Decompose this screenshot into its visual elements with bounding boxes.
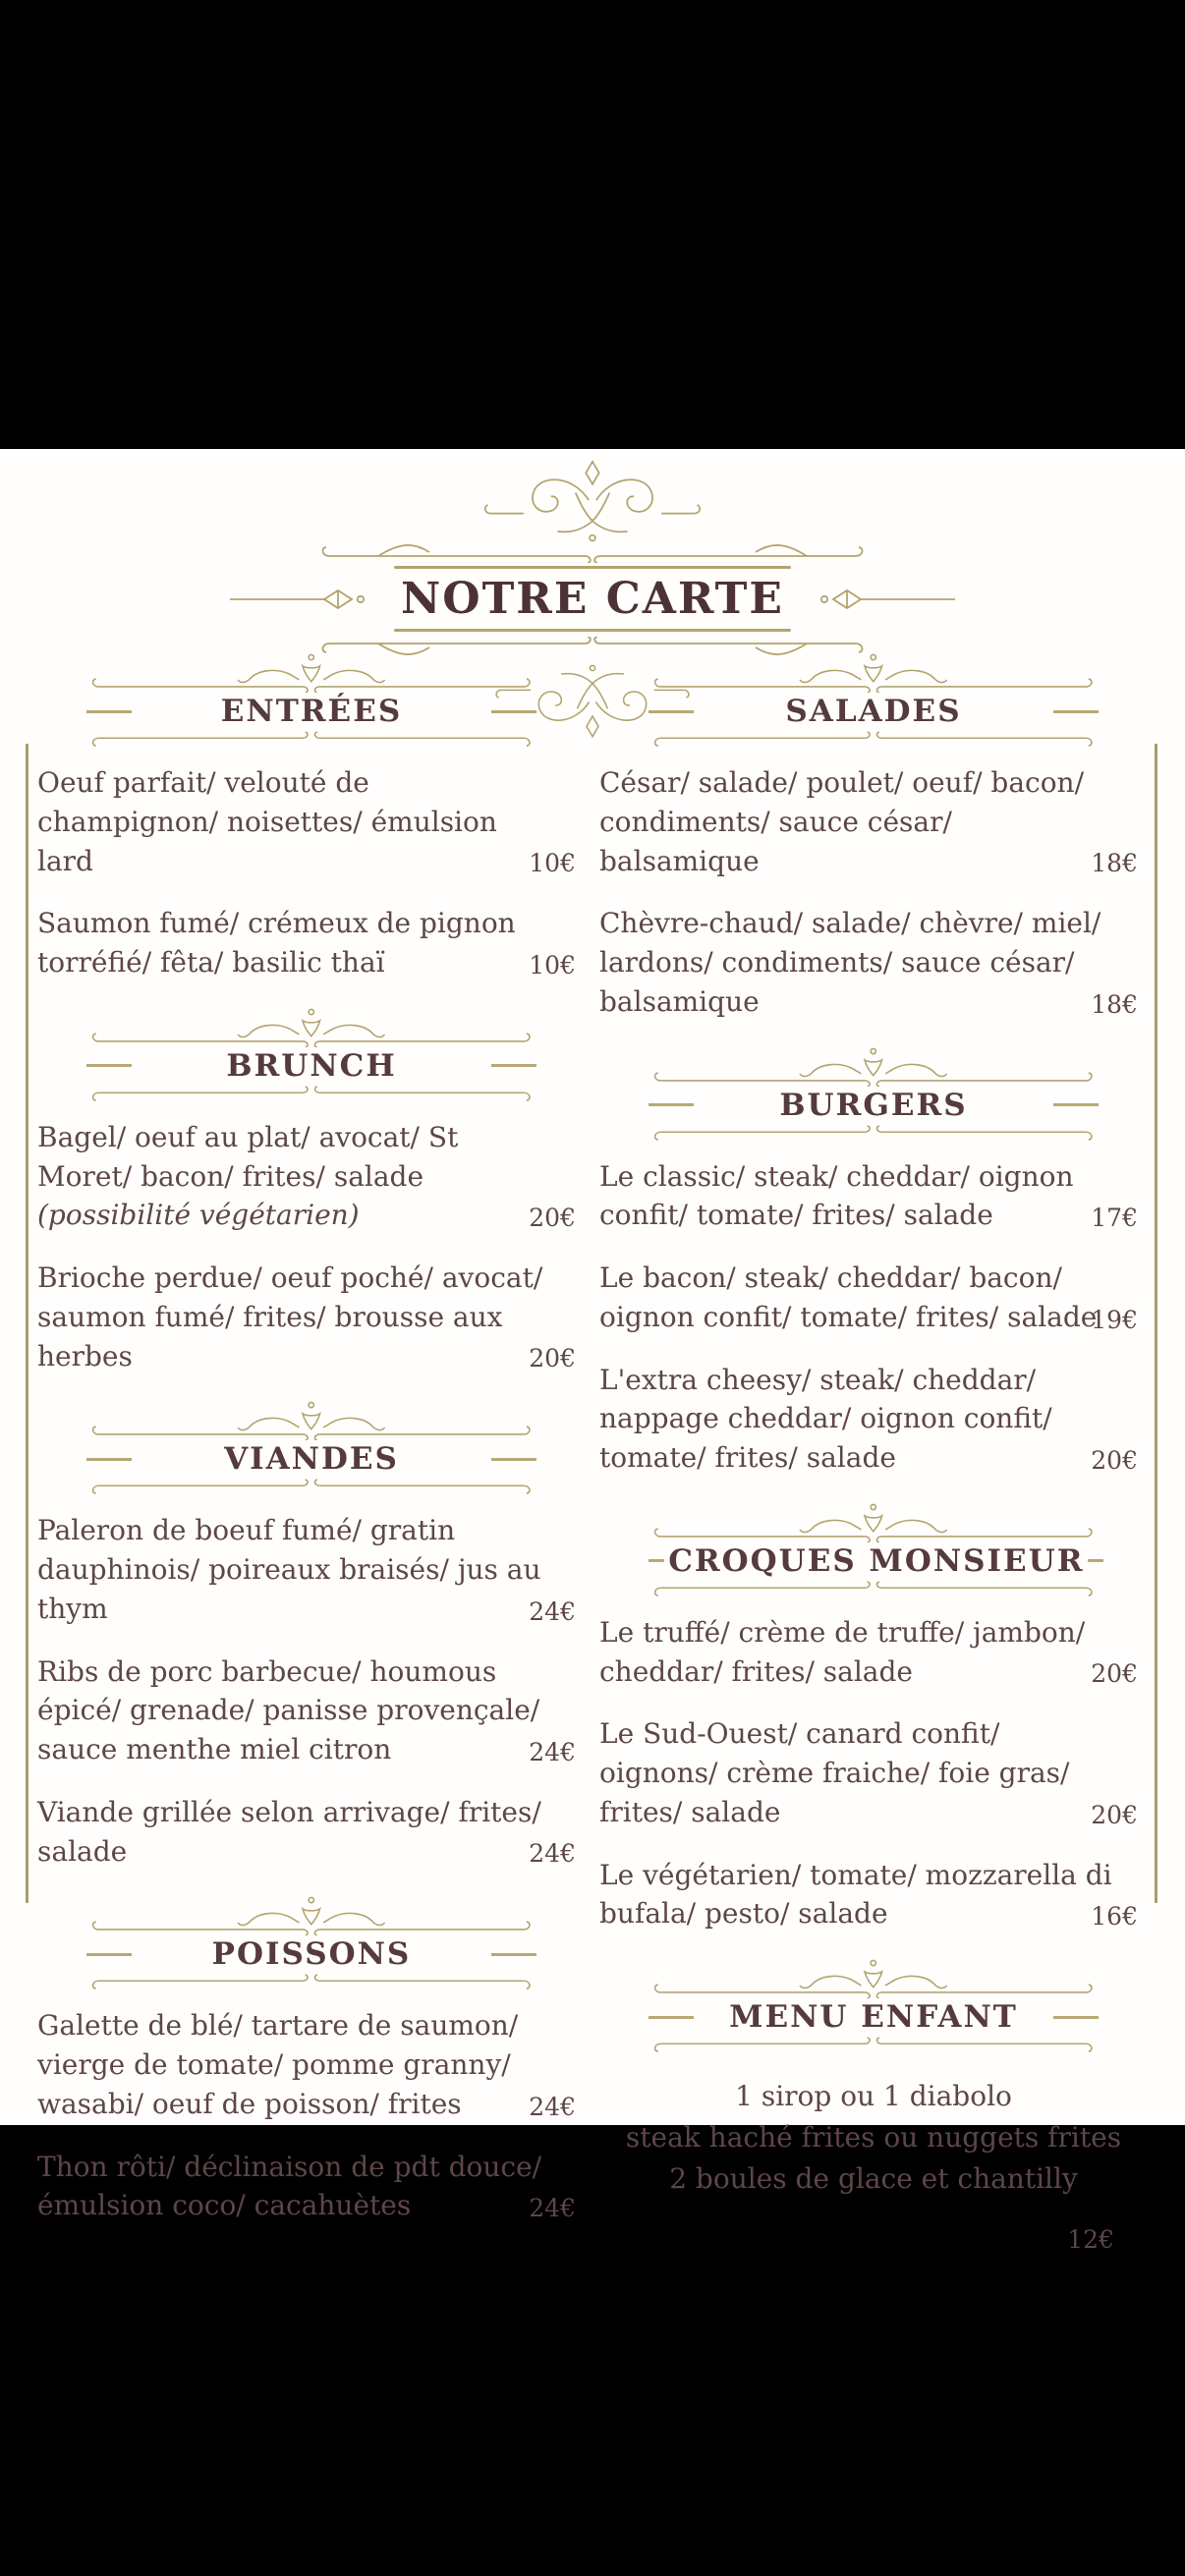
item-price: 20€	[529, 1344, 576, 1373]
item-description: Le végétarien/ tomate/ mozzarella di bufala/ pesto/ salade	[599, 1858, 1112, 1931]
section-title: BURGERS	[779, 1087, 968, 1123]
item-description: Viande grillée selon arrivage/ frites/ salade	[37, 1795, 541, 1868]
section-rule-icon	[649, 2037, 1099, 2054]
section-flourish-icon	[86, 1399, 536, 1440]
item-price: 19€	[1091, 1305, 1138, 1334]
section-brunch	[37, 1006, 586, 1376]
menu-item	[599, 904, 1148, 1021]
menu-item	[37, 1118, 586, 1235]
section-entrees	[37, 651, 586, 982]
item-price: 20€	[1091, 1445, 1138, 1475]
item-description: L'extra cheesy/ steak/ cheddar/ nappage cheddar/ oignon confit/ tomate/ frites/ salade	[599, 1363, 1052, 1474]
header-dash-icon	[86, 1953, 132, 1956]
section-rule-icon	[86, 1479, 536, 1496]
section-rule-icon	[86, 1086, 536, 1103]
section-rule-icon	[649, 731, 1099, 749]
menu-item	[599, 1613, 1148, 1692]
flourish-rule-top-icon	[317, 537, 868, 563]
item-price: 20€	[1091, 1800, 1138, 1829]
header-dash-icon	[491, 1458, 536, 1461]
item-price: 24€	[529, 1596, 576, 1626]
section-title: MENU ENFANT	[729, 1999, 1018, 2035]
item-price: 12€	[1067, 2225, 1114, 2254]
section-header	[86, 1894, 536, 1991]
item-description: Bagel/ oeuf au plat/ avocat/ St Moret/ bacon/ frites/ salade (possibilité végétarien)	[37, 1118, 586, 1235]
header-dash-icon	[86, 710, 132, 713]
title-rule-top	[394, 566, 791, 569]
item-price: 24€	[529, 2194, 576, 2222]
item-price: 10€	[529, 950, 576, 980]
item-note: (possibilité végétarien)	[37, 1199, 360, 1232]
menu-item	[599, 1157, 1148, 1236]
item-price: 24€	[529, 2092, 576, 2121]
section-header	[86, 1399, 536, 1496]
section-header	[86, 651, 536, 749]
item-price: 16€	[1091, 1902, 1138, 1931]
section-menu-enfant	[599, 1957, 1148, 2254]
menu-item	[599, 1361, 1148, 1478]
section-header	[649, 1045, 1099, 1143]
menu-item	[599, 1856, 1148, 1934]
set-menu-line: 2 boules de glace et chantilly	[669, 2162, 1078, 2195]
header-dash-icon	[1053, 1103, 1099, 1106]
section-flourish-icon	[86, 1006, 536, 1047]
item-description: Paleron de boeuf fumé/ gratin dauphinois/ poireaux braisés/ jus au thym	[37, 1514, 541, 1625]
section-title: SALADES	[785, 694, 962, 729]
menu-item	[37, 904, 586, 982]
header-dash-icon	[649, 1103, 694, 1106]
header-dash-icon	[649, 1559, 664, 1562]
set-menu-line: 1 sirop ou 1 diabolo	[735, 2080, 1012, 2112]
section-rule-icon	[649, 1125, 1099, 1143]
section-flourish-icon	[86, 651, 536, 693]
left-column	[37, 651, 586, 2260]
item-price: 20€	[1091, 1659, 1138, 1689]
set-menu-price-row	[599, 2225, 1148, 2254]
section-burgers	[599, 1045, 1148, 1478]
item-description: Oeuf parfait/ velouté de champignon/ noisettes/ émulsion lard	[37, 766, 497, 877]
title-rule-bottom	[394, 629, 791, 632]
section-viandes	[37, 1399, 586, 1871]
menu-item	[37, 763, 586, 880]
section-title: CROQUES MONSIEUR	[668, 1542, 1085, 1579]
header-dash-icon	[491, 710, 536, 713]
item-price: 10€	[529, 849, 576, 878]
header-dash-icon	[1053, 710, 1099, 713]
section-header	[649, 1501, 1099, 1598]
menu-item	[37, 2006, 586, 2123]
section-flourish-icon	[649, 651, 1099, 693]
menu-item	[599, 1714, 1148, 1831]
menu-item	[599, 763, 1148, 880]
page-title: NOTRE CARTE	[401, 574, 784, 624]
menu-columns	[0, 651, 1185, 2260]
header-dash-icon	[86, 1458, 132, 1461]
section-croques-monsieur	[599, 1501, 1148, 1933]
section-flourish-icon	[649, 1501, 1099, 1542]
section-flourish-icon	[649, 1045, 1099, 1087]
section-title: POISSONS	[211, 1936, 412, 1973]
item-description: Le truffé/ crème de truffe/ jambon/ cheddar/ frites/ salade	[599, 1615, 1086, 1688]
header-dash-icon	[86, 1064, 132, 1067]
section-title: ENTRÉES	[220, 694, 403, 729]
item-description: Thon rôti/ déclinaison de pdt douce/ émulsion coco/ cacahuètes	[37, 2150, 542, 2222]
menu-item	[37, 1793, 586, 1872]
header-dash-icon	[649, 710, 694, 713]
item-description: Le classic/ steak/ cheddar/ oignon confit/ tomate/ frites/ salade	[599, 1159, 1074, 1232]
set-menu-lines	[599, 2076, 1148, 2200]
menu-item	[37, 1259, 586, 1375]
set-menu-line: steak haché frites ou nuggets frites	[625, 2121, 1122, 2154]
menu-item	[37, 1652, 586, 1769]
section-flourish-icon	[86, 1894, 536, 1935]
item-description: Chèvre-chaud/ salade/ chèvre/ miel/ lardons/ condiments/ sauce césar/ balsamique	[599, 907, 1101, 1018]
section-title: VIANDES	[224, 1441, 399, 1478]
item-description: Ribs de porc barbecue/ houmous épicé/ grenade/ panisse provençale/ sauce menthe miel citron	[37, 1654, 540, 1765]
item-description: Brioche perdue/ oeuf poché/ avocat/ saumon fumé/ frites/ brousse aux herbes	[37, 1261, 543, 1372]
header-dash-icon	[491, 1064, 536, 1067]
menu-sheet	[0, 449, 1185, 2254]
item-description: Le Sud-Ouest/ canard confit/ oignons/ crème fraiche/ foie gras/ frites/ salade	[599, 1717, 1070, 1828]
item-description: Galette de blé/ tartare de saumon/ vierge de tomate/ pomme granny/ wasabi/ oeuf de poisson/ frites	[37, 2009, 519, 2120]
section-flourish-icon	[649, 1957, 1099, 1998]
menu-item	[599, 1259, 1148, 1337]
arrow-flourish-right-icon	[808, 585, 955, 614]
item-price: 18€	[1091, 989, 1138, 1019]
menu-item	[37, 1511, 586, 1628]
arrow-flourish-left-icon	[230, 585, 377, 614]
header-dash-icon	[1053, 2016, 1099, 2019]
section-rule-icon	[86, 731, 536, 749]
item-price: 24€	[529, 1737, 576, 1766]
item-description: Le bacon/ steak/ cheddar/ bacon/ oignon confit/ tomate/ frites/ salade	[599, 1261, 1098, 1333]
item-price: 18€	[1091, 849, 1138, 878]
right-column	[599, 651, 1148, 2260]
section-header	[86, 1006, 536, 1103]
header-dash-icon	[1088, 1559, 1103, 1562]
section-poissons	[37, 1894, 586, 2225]
item-price: 17€	[1091, 1204, 1138, 1232]
header-dash-icon	[491, 1953, 536, 1956]
section-rule-icon	[86, 1974, 536, 1991]
item-price: 24€	[529, 1839, 576, 1869]
item-description: César/ salade/ poulet/ oeuf/ bacon/ condiments/ sauce césar/ balsamique	[599, 766, 1085, 877]
section-salades	[599, 651, 1148, 1022]
header-dash-icon	[649, 2016, 694, 2019]
section-header	[649, 651, 1099, 749]
section-header	[649, 1957, 1099, 2054]
menu-item	[37, 2148, 586, 2226]
item-price: 20€	[529, 1204, 576, 1232]
item-description: Saumon fumé/ crémeux de pignon torréfié/ fêta/ basilic thaï	[37, 907, 516, 979]
section-rule-icon	[649, 1581, 1099, 1598]
title-row	[230, 574, 955, 624]
section-title: BRUNCH	[226, 1047, 397, 1084]
